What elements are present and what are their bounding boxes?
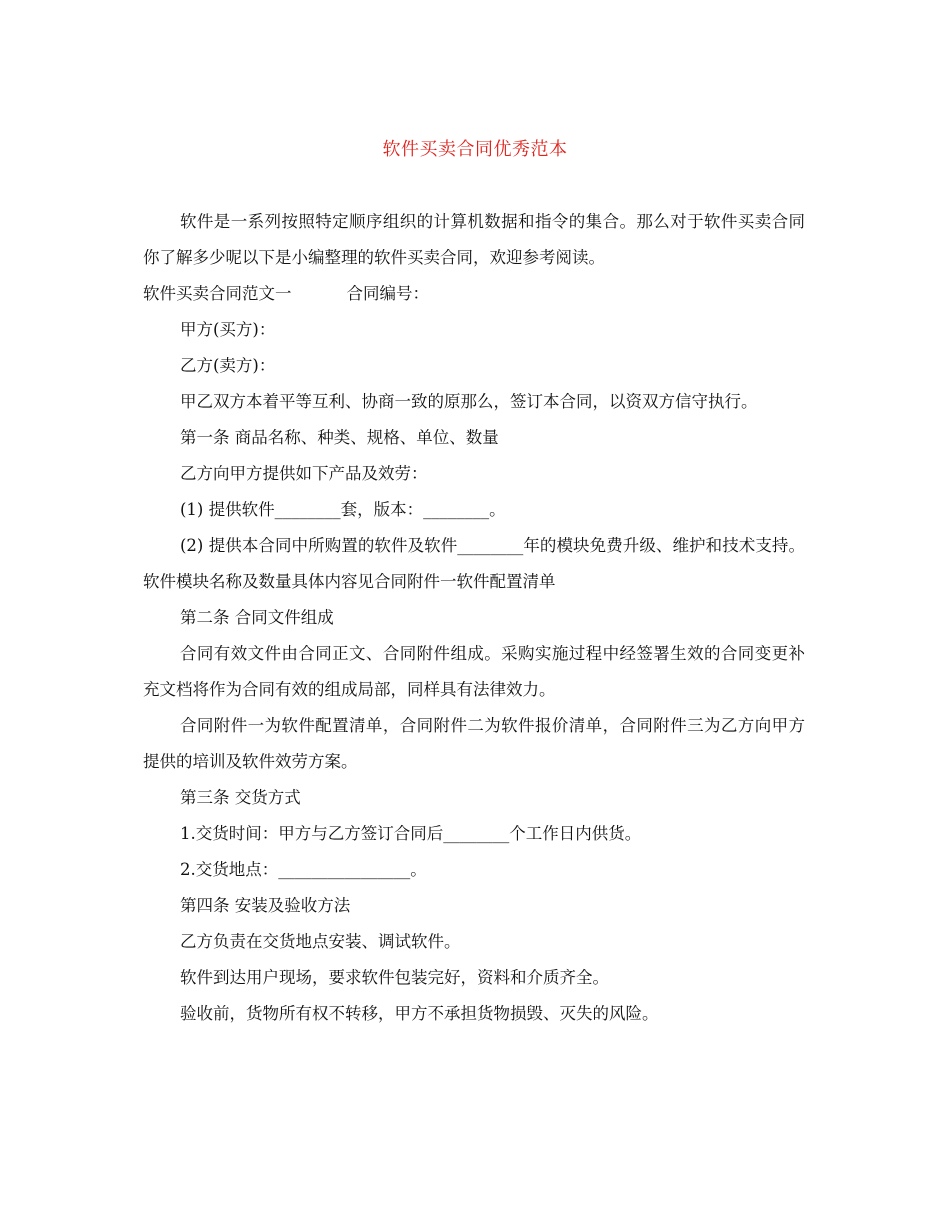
paragraph-ownership: 验收前，货物所有权不转移，甲方不承担货物损毁、灭失的风险。	[180, 1004, 659, 1023]
article-1-heading: 第一条 商品名称、种类、规格、单位、数量	[180, 428, 499, 447]
party-b-line: 乙方(卖方)：	[180, 356, 276, 375]
document-body	[143, 204, 805, 1032]
paragraph-principle: 甲乙双方本着平等互利、协商一致的原那么，签订本合同，以资双方信守执行。	[180, 392, 758, 411]
paragraph-attachments: 合同附件一为软件配置清单，合同附件二为软件报价清单，合同附件三为乙方向甲方提供的培训及软件效劳方案。	[143, 716, 805, 771]
party-a-line: 甲方(买方)：	[180, 320, 276, 339]
paragraph-install: 乙方负责在交货地点安装、调试软件。	[180, 932, 461, 951]
contract-number-label: 合同编号：	[346, 284, 429, 303]
delivery-time: 1.交货时间：甲方与乙方签订合同后________个工作日内供货。	[180, 824, 642, 843]
paragraph-contract-docs: 合同有效文件由合同正文、合同附件组成。采购实施过程中经签署生效的合同变更补充文档将作为合同有效的组成局部，同样具有法律效力。	[143, 644, 805, 699]
paragraph-arrival: 软件到达用户现场，要求软件包装完好，资料和介质齐全。	[180, 968, 609, 987]
sample-label: 软件买卖合同范文一	[143, 284, 292, 303]
paragraph-intro: 软件是一系列按照特定顺序组织的计算机数据和指令的集合。那么对于软件买卖合同你了解多少呢以下是小编整理的软件买卖合同，欢迎参考阅读。	[143, 212, 805, 267]
delivery-location: 2.交货地点：________________。	[180, 860, 427, 879]
item-1: (1) 提供软件________套，版本：________。	[180, 500, 506, 519]
article-4-heading: 第四条 安装及验收方法	[180, 896, 351, 915]
item-2: (2) 提供本合同中所购置的软件及软件________年的模块免费升级、维护和技术支持。 软件模块名称及数量具体内容见合同附件一软件配置清单	[143, 536, 805, 591]
article-2-heading: 第二条 合同文件组成	[180, 608, 334, 627]
sample-heading-line	[143, 276, 805, 312]
document-title: 软件买卖合同优秀范本	[382, 139, 568, 160]
article-3-heading: 第三条 交货方式	[180, 788, 301, 807]
paragraph-provide: 乙方向甲方提供如下产品及效劳：	[180, 464, 428, 483]
